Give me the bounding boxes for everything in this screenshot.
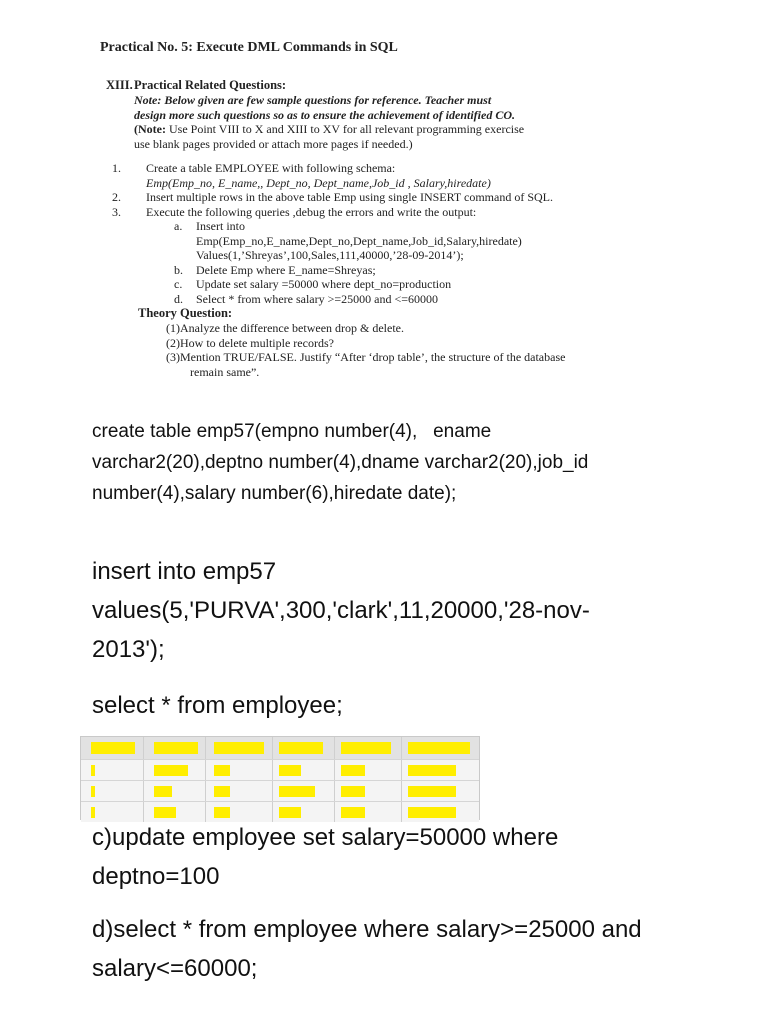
question-item (100, 176, 660, 191)
sub-text: Delete Emp where E_name=Shreyas; (196, 262, 376, 277)
redaction-mark (214, 807, 230, 818)
practical-title: Practical No. 5: Execute DML Commands in SQL (100, 40, 398, 55)
redaction-mark (91, 742, 135, 754)
redaction-mark (341, 786, 365, 797)
redaction-mark (214, 765, 230, 776)
question-text: Insert multiple rows in the above table Emp using single INSERT command of SQL. (146, 190, 553, 204)
sub-a-line-2: Emp(Emp_no,E_name,Dept_no,Dept_name,Job_id,Salary,hiredate) (196, 233, 522, 248)
question-number (100, 176, 146, 191)
question-text: Execute the following queries ,debug the errors and write the output: (146, 204, 477, 219)
insert-line-1: insert into emp57 (92, 558, 277, 585)
table-cell (144, 781, 207, 801)
theory-question: (1)Analyze the difference between drop & delete. (166, 321, 404, 335)
create-line-1: create table emp57(empno number(4), ename (92, 421, 492, 442)
section-body (134, 78, 660, 137)
section-title: Practical Related Questions: (134, 78, 287, 92)
question-number: 2. (112, 190, 121, 204)
question-item (100, 190, 660, 205)
redaction-mark (341, 742, 391, 754)
note-2-line-2: use blank pages provided or attach more pages if needed.) (134, 136, 413, 151)
table-header-cell (206, 737, 273, 759)
redaction-mark (408, 807, 456, 818)
sub-text: Update set salary =50000 where dept_no=production (196, 277, 452, 291)
question-list (100, 161, 660, 306)
sub-text: Select * from where salary >=25000 and <=60000 (196, 291, 439, 306)
select-where-statement (92, 910, 712, 988)
table-header-row (81, 737, 479, 760)
redaction-mark (154, 742, 198, 754)
question-number: 1. (112, 161, 121, 175)
sub-question-d (100, 292, 660, 307)
theory-question: (3)Mention TRUE/FALSE. Justify “After ‘drop table’, the structure of the database (166, 350, 566, 364)
redaction-mark (408, 765, 456, 776)
redaction-mark (279, 765, 301, 776)
table-cell (335, 781, 402, 801)
question-text: Create a table EMPLOYEE with following schema: (146, 161, 396, 175)
select-where-line-2: salary<=60000; (92, 955, 258, 982)
table-header-cell (81, 737, 144, 759)
redaction-mark (279, 807, 301, 818)
table-cell (81, 781, 144, 801)
table-cell (402, 760, 479, 780)
select-where-line-1: d)select * from employee where salary>=25000 and (92, 916, 642, 943)
redaction-mark (91, 807, 95, 818)
sub-question-a (100, 219, 660, 234)
select-all-line: select * from employee; (92, 692, 343, 719)
question-item (100, 161, 660, 176)
create-line-3: number(4),salary number(6),hiredate date); (92, 483, 457, 504)
section-number: XIII. (106, 78, 133, 92)
update-line-2: deptno=100 (92, 863, 220, 890)
sub-label: d. (174, 291, 183, 306)
redaction-mark (341, 807, 365, 818)
table-cell (335, 760, 402, 780)
redaction-mark (214, 742, 264, 754)
note-line-1: Note: Below given are few sample questions for reference. Teacher must (134, 93, 492, 107)
note-2-label: (Note: (134, 122, 166, 136)
table-row (81, 760, 479, 781)
table-header-cell (144, 737, 207, 759)
table-row (81, 781, 479, 802)
table-header-cell (273, 737, 336, 759)
scanned-practical-sheet (0, 0, 768, 400)
section-heading (100, 78, 660, 137)
insert-statement (92, 552, 712, 669)
table-cell (273, 760, 336, 780)
question-number: 3. (112, 204, 121, 219)
create-line-2: varchar2(20),deptno number(4),dname varchar2(20),job_id (92, 452, 589, 473)
sub-text: Insert into (196, 219, 245, 233)
question-item (100, 205, 660, 220)
sub-label: c. (174, 277, 183, 291)
redaction-mark (408, 742, 470, 754)
schema-text: Emp(Emp_no, E_name,, Dept_no, Dept_name,Job_id , Salary,hiredate) (146, 175, 491, 190)
select-all-statement (92, 686, 712, 725)
create-table-statement (92, 416, 712, 509)
note-2-text: Use Point VIII to X and XIII to XV for all relevant programming exercise (165, 122, 525, 136)
table-header-cell (402, 737, 479, 759)
theory-heading: Theory Question: (138, 306, 233, 320)
redaction-mark (91, 786, 95, 797)
sub-question-b (100, 263, 660, 278)
update-line-1: c)update employee set salary=50000 where (92, 824, 559, 851)
note-2 (134, 122, 660, 137)
scanned-sheet-content (100, 40, 660, 379)
table-cell (206, 781, 273, 801)
note-line-2: design more such questions so as to ensure the achievement of identified CO. (134, 107, 516, 122)
table-cell (402, 781, 479, 801)
table-cell (273, 781, 336, 801)
redaction-mark (341, 765, 365, 776)
sub-question-c (100, 277, 660, 292)
redaction-mark (279, 742, 323, 754)
redaction-mark (154, 765, 188, 776)
sub-label: a. (174, 219, 183, 233)
table-header-cell (335, 737, 402, 759)
sub-a-line-3: Values(1,’Shreyas’,100,Sales,111,40000,’28-09-2014’); (196, 248, 464, 262)
redacted-result-table (80, 736, 480, 820)
redaction-mark (214, 786, 230, 797)
redaction-mark (279, 786, 315, 797)
theory-question-continued: remain same”. (190, 364, 260, 379)
redaction-mark (408, 786, 456, 797)
update-statement (92, 818, 712, 896)
table-cell (206, 760, 273, 780)
sub-label: b. (174, 262, 183, 277)
insert-line-3: 2013'); (92, 636, 165, 663)
theory-question: (2)How to delete multiple records? (166, 335, 334, 350)
table-cell (81, 760, 144, 780)
redaction-mark (91, 765, 95, 776)
table-cell (144, 760, 207, 780)
redaction-mark (154, 807, 176, 818)
insert-line-2: values(5,'PURVA',300,'clark',11,20000,'28-nov- (92, 597, 590, 624)
redaction-mark (154, 786, 172, 797)
